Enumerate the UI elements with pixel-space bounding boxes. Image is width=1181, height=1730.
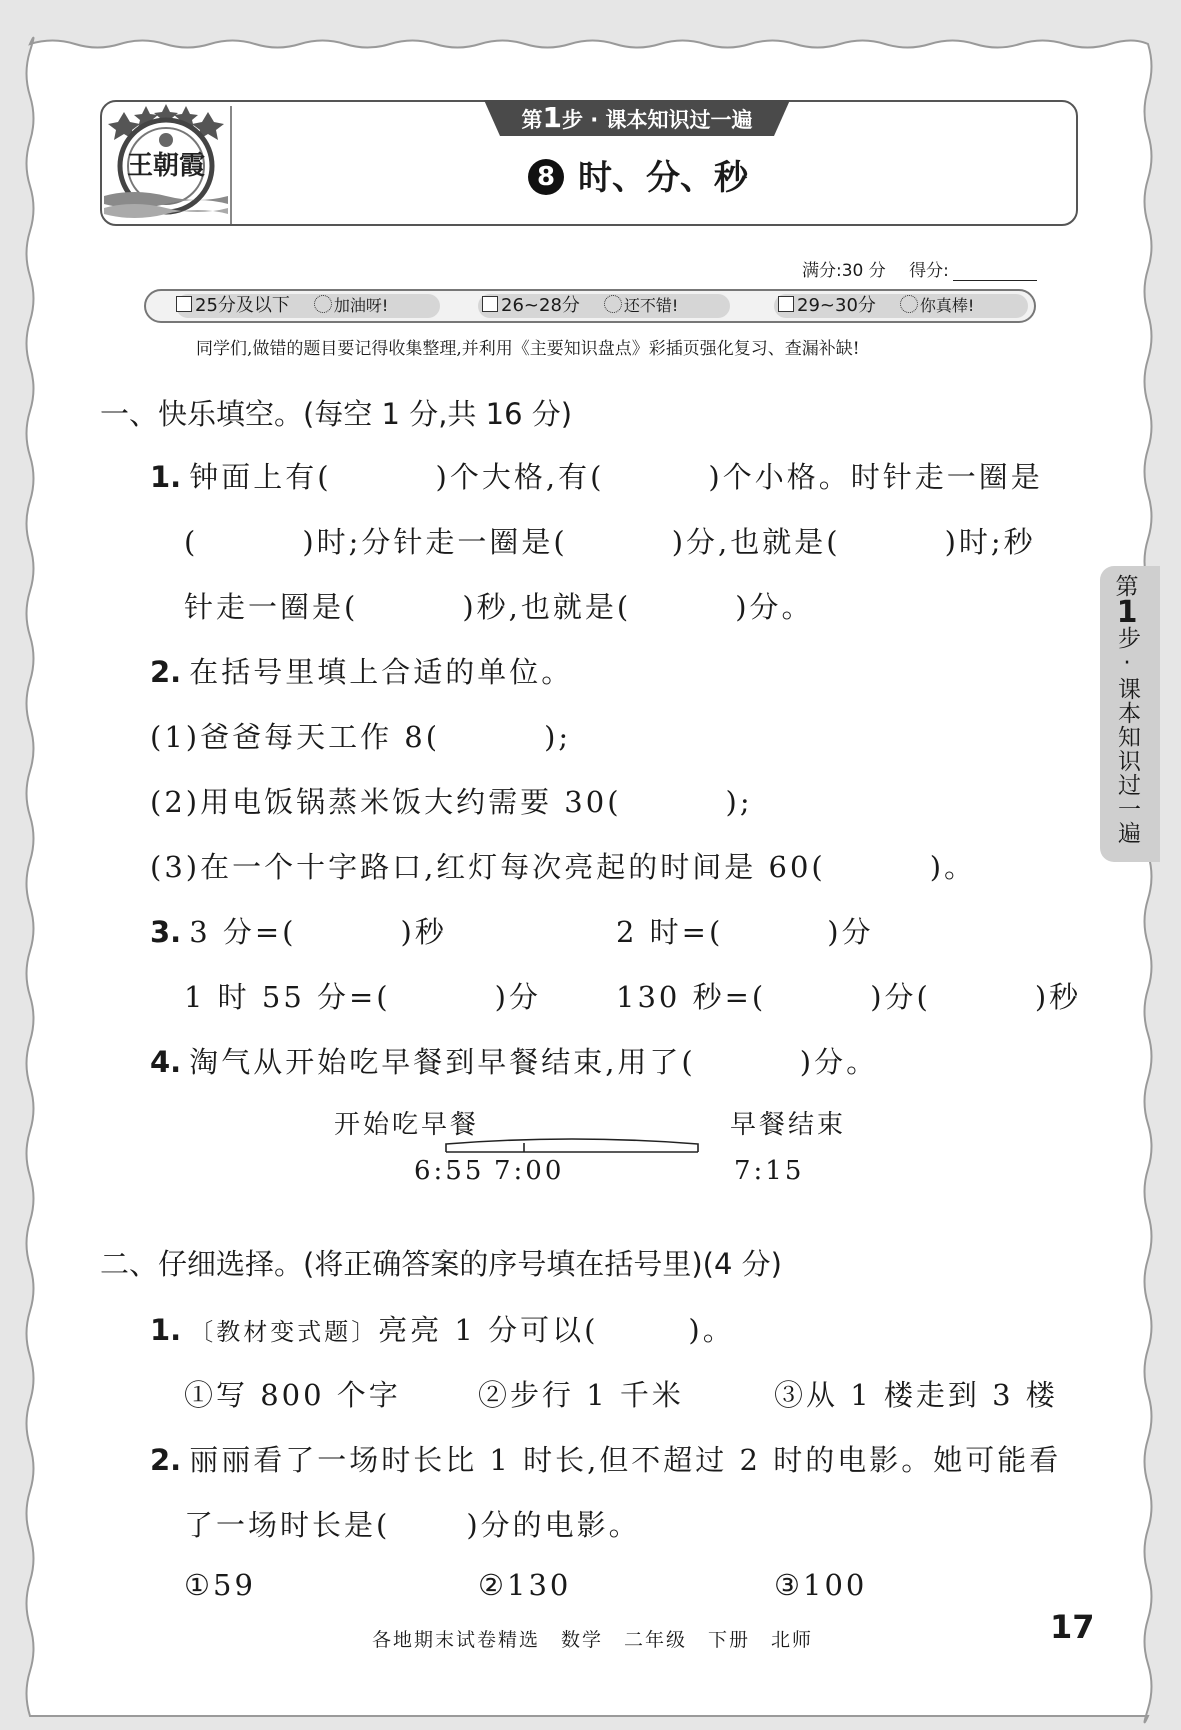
timeline-time-3: 7:15 bbox=[734, 1156, 805, 1186]
step-tab bbox=[484, 100, 790, 136]
q3-c-end: )分 bbox=[494, 980, 541, 1014]
section2-title: 二、仔细选择。(将正确答案的序号填在括号里)(4 分) bbox=[100, 1247, 782, 1281]
score-label: 得分: bbox=[909, 261, 949, 281]
s2-q1-line bbox=[150, 1308, 735, 1349]
q1-line2 bbox=[184, 520, 1036, 561]
q1-text-f: )分,也就是( bbox=[671, 525, 841, 559]
q2-item-2 bbox=[150, 780, 753, 821]
timeline-end-label: 早餐结束 bbox=[730, 1110, 847, 1140]
q1-text-d: ( bbox=[184, 525, 199, 559]
q3-c bbox=[184, 975, 541, 1016]
grade-checkbox-low[interactable] bbox=[176, 296, 192, 312]
q1-text-h: 针走一圈是( bbox=[184, 590, 359, 624]
full-marks: 满分:30 分 bbox=[802, 261, 886, 281]
q2-item-3 bbox=[150, 845, 976, 886]
q1-number: 1. bbox=[150, 460, 182, 494]
s2-q2-option-3[interactable]: ③100 bbox=[774, 1568, 868, 1602]
s2-q1-tag: 〔教材变式题〕 bbox=[189, 1318, 379, 1346]
section1-title: 一、快乐填空。(每空 1 分,共 16 分) bbox=[100, 397, 573, 431]
s2-q1-option-2[interactable]: ②步行 1 千米 bbox=[478, 1378, 684, 1412]
smiley-face-icon bbox=[604, 295, 622, 313]
lesson-title-text: 时、分、秒 bbox=[578, 158, 748, 198]
s2-q1-end: )。 bbox=[688, 1313, 735, 1347]
q1-line1 bbox=[150, 455, 1043, 496]
timeline-start-label: 开始吃早餐 bbox=[334, 1110, 480, 1140]
q3-a bbox=[150, 910, 447, 951]
step-tab-prefix: 第 bbox=[521, 108, 543, 132]
q3-d bbox=[616, 975, 1081, 1016]
s2-q1-text: 亮亮 1 分可以( bbox=[378, 1313, 599, 1347]
q1-text-c: )个小格。时针走一圈是 bbox=[708, 460, 1043, 494]
lesson-number-badge: 8 bbox=[528, 159, 564, 195]
q3-d-mid: )分( bbox=[870, 980, 931, 1014]
s2-q1-option-1[interactable]: ①写 800 个字 bbox=[184, 1378, 401, 1412]
grade-message-high: 你真棒! bbox=[919, 296, 975, 315]
q1-text-g: )时;秒 bbox=[944, 525, 1036, 559]
q2-item-1 bbox=[150, 715, 571, 756]
q3-b bbox=[616, 910, 874, 951]
side-tab-text bbox=[1100, 574, 1154, 845]
grade-item-low bbox=[176, 294, 388, 318]
q4-number: 4. bbox=[150, 1045, 182, 1079]
q4-line bbox=[150, 1040, 878, 1081]
q3-d-text: 130 秒=( bbox=[616, 980, 767, 1014]
q3-d-end: )秒 bbox=[1034, 980, 1082, 1014]
q2-title-line bbox=[150, 650, 573, 691]
q1-text-b: )个大格,有( bbox=[435, 460, 605, 494]
q3-c-text: 1 时 55 分=( bbox=[184, 980, 391, 1014]
q3-a-text: 3 分=( bbox=[189, 915, 297, 949]
logo-emblem-icon bbox=[104, 104, 228, 222]
side-tab-prefix: 第 bbox=[1115, 574, 1139, 600]
timeline-time-2: 7:00 bbox=[494, 1156, 565, 1186]
smiley-face-icon bbox=[314, 295, 332, 313]
q3-number: 3. bbox=[150, 915, 182, 949]
s2-q2-number: 2. bbox=[150, 1443, 182, 1477]
q2-title: 在括号里填上合适的单位。 bbox=[189, 655, 574, 689]
q1-text-a: 钟面上有( bbox=[189, 460, 332, 494]
s2-q2-option-2[interactable]: ②130 bbox=[478, 1568, 572, 1602]
q2-item-3-text: (3)在一个十字路口,红灯每次亮起的时间是 60( bbox=[150, 850, 826, 884]
q4-text: 淘气从开始吃早餐到早餐结束,用了( bbox=[189, 1045, 696, 1079]
grade-checkbox-mid[interactable] bbox=[482, 296, 498, 312]
s2-q2-text-b: 了一场时长是( bbox=[184, 1508, 391, 1542]
grade-range-high: 29~30分 bbox=[797, 295, 876, 316]
score-blank[interactable] bbox=[953, 262, 1037, 281]
score-line bbox=[802, 256, 1037, 281]
grade-checkbox-high[interactable] bbox=[778, 296, 794, 312]
grade-item-mid bbox=[482, 294, 678, 318]
q1-line3 bbox=[184, 585, 814, 626]
grade-item-high bbox=[778, 294, 974, 318]
q3-a-end: )秒 bbox=[400, 915, 447, 949]
side-tab-suffix: 步·课本知识过一遍 bbox=[1114, 626, 1140, 845]
step-tab-suffix: 步 · 课本知识过一遍 bbox=[561, 108, 753, 132]
page-number: 17 bbox=[1050, 1608, 1095, 1646]
grade-message-mid: 还不错! bbox=[623, 296, 679, 315]
logo-divider bbox=[230, 106, 232, 224]
s2-q2-option-1[interactable]: ①59 bbox=[184, 1568, 256, 1602]
grade-range-low: 25分及以下 bbox=[195, 295, 290, 316]
s2-q2-text: 丽丽看了一场时长比 1 时长,但不超过 2 时的电影。她可能看 bbox=[189, 1443, 1062, 1477]
s2-q1-number: 1. bbox=[150, 1313, 182, 1347]
q1-text-i: )秒,也就是( bbox=[462, 590, 632, 624]
q4-end: )分。 bbox=[799, 1045, 879, 1079]
q1-text-e: )时;分针走一圈是( bbox=[302, 525, 568, 559]
grade-range-mid: 26~28分 bbox=[501, 295, 580, 316]
q2-item-1-end: ); bbox=[544, 720, 572, 754]
timeline-bar bbox=[440, 1136, 704, 1156]
s2-q2-end: )分的电影。 bbox=[466, 1508, 641, 1542]
q2-item-3-end: )。 bbox=[929, 850, 977, 884]
s2-q1-option-3[interactable]: ③从 1 楼走到 3 楼 bbox=[774, 1378, 1058, 1412]
lesson-title bbox=[528, 150, 748, 199]
q2-item-1-text: (1)爸爸每天工作 8( bbox=[150, 720, 441, 754]
footer-text: 各地期末试卷精选 数学 二年级 下册 北师 bbox=[372, 1629, 814, 1651]
q3-b-text: 2 时=( bbox=[616, 915, 724, 949]
q1-text-j: )分。 bbox=[735, 590, 814, 624]
grade-message-low: 加油呀! bbox=[333, 296, 389, 315]
step-tab-number: 1 bbox=[542, 101, 562, 134]
q3-b-end: )分 bbox=[827, 915, 874, 949]
logo-text: 王朝霞 bbox=[126, 151, 206, 181]
side-tab-number: 1 bbox=[1116, 595, 1138, 630]
q2-item-2-end: ); bbox=[725, 785, 753, 819]
s2-q2-line2 bbox=[184, 1503, 641, 1544]
timeline-time-1: 6:55 bbox=[414, 1156, 485, 1186]
reminder-text: 同学们,做错的题目要记得收集整理,并利用《主要知识盘点》彩插页强化复习、查漏补缺! bbox=[196, 339, 860, 359]
s2-q2-line1 bbox=[150, 1438, 1061, 1479]
q2-item-2-text: (2)用电饭锅蒸米饭大约需要 30( bbox=[150, 785, 622, 819]
smiley-face-icon bbox=[900, 295, 918, 313]
q2-number: 2. bbox=[150, 655, 182, 689]
